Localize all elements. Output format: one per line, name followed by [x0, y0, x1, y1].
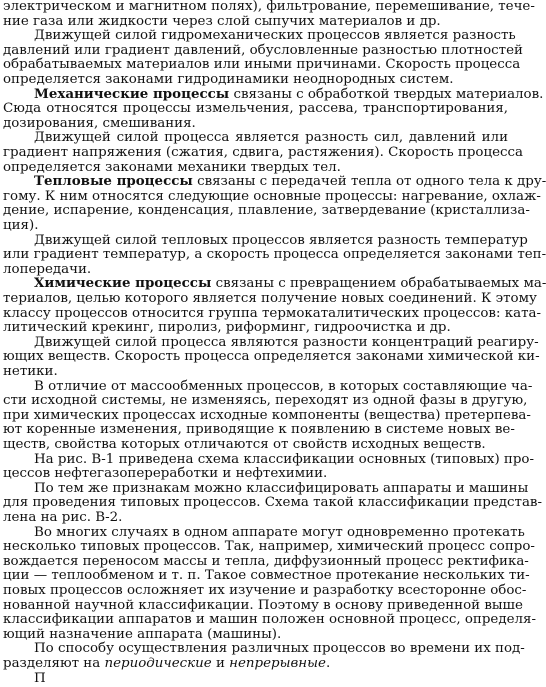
line-text: связаны с превращением обрабатываемых ма-	[211, 276, 546, 292]
line-text: ющий назначение аппарата (машины).	[3, 626, 282, 642]
line-text: электрическом и магнитном полях), фильтрование, перемешивание, тече-	[3, 0, 535, 14]
line-text: литический крекинг, пиролиз, риформинг, гидроочистка и др.	[3, 320, 451, 336]
line-text: Сюда относятся процессы измельчения, рассева, транспортирования,	[3, 101, 508, 117]
bold-term: Химические процессы	[34, 275, 212, 292]
line-text: Движущей силой процесса является разность сил, давлений или	[34, 130, 508, 146]
line-text: ции — теплообменом и т. п. Такое совместное протекание нескольких ти-	[3, 568, 530, 584]
line-text: давлений или градиент давлений, обусловленные разностью плотностей	[3, 42, 523, 58]
line-text: градиент напряжения (сжатия, сдвига, растяжения). Скорость процесса	[3, 145, 523, 160]
line-text: ющих веществ. Скорость процесса определяется законами химической ки-	[3, 349, 540, 365]
line-text: дозирования, смешивания.	[3, 115, 196, 131]
line-text: определяется законами гидродинамики неоднородных систем.	[3, 72, 454, 87]
line-text: Движущей силой гидромеханических процессов является разность	[34, 28, 516, 44]
line-text: нетики.	[3, 364, 58, 379]
line-text: обрабатываемых материалов или иными причинами. Скорость процесса	[3, 57, 521, 73]
line-text: определяется законами механики твердых тел.	[3, 159, 341, 175]
line-text: цессов нефтегазопереработки и нефтехимии.	[3, 466, 328, 482]
line-text: дение, испарение, конденсация, плавление, затвердевание (кристаллиза-	[3, 203, 530, 219]
line-text: классу процессов относится группа термокаталитических процессов: ката-	[3, 305, 541, 321]
line-text: ция).	[3, 218, 39, 233]
line-text: ют коренные изменения, приводящие к появлению в системе новых ве-	[3, 422, 515, 438]
line-text: связаны с передачей тепла от одного тела к дру-	[192, 174, 546, 190]
line-text: нованной научной классификации. Поэтому в основу приведенной выше	[3, 597, 523, 613]
line-text: при химических процессах исходные компоненты (вещества) претерпева-	[3, 407, 531, 423]
line-text: лена на рис. В-2.	[3, 510, 123, 525]
line-text: Движущей силой тепловых процессов является разность температур	[34, 232, 528, 248]
line-text: Во многих случаях в одном аппарате могут одновременно протекать	[34, 524, 525, 540]
line-text: гому. К ним относятся следующие основные процессы: нагревание, охлаж-	[3, 188, 541, 204]
line-text: несколько типовых процессов. Так, например, химический процесс сопро-	[3, 539, 535, 555]
line-text: для проведения типовых процессов. Схема такой классификации представ-	[3, 495, 542, 511]
line-text: ществ, свойства которых отличаются от свойств исходных веществ.	[3, 437, 486, 452]
line-text: В отличие от массообменных процессов, в которых составляющие ча-	[34, 378, 533, 394]
line-text: Движущей силой процесса являются разности концентраций реагиру-	[34, 334, 539, 350]
italic-term: периодические	[104, 656, 212, 671]
line-text: По способу осуществления различных процессов во времени их под-	[34, 641, 525, 657]
italic-term: непрерывные	[229, 656, 326, 671]
line-text: и	[211, 656, 230, 671]
line-text: териалов, целью которого является получение новых соединений. К этому	[3, 291, 537, 306]
bold-term: Тепловые процессы	[34, 173, 193, 190]
line-text: или градиент температур, а скорость процесса определяется законами теп-	[3, 247, 546, 263]
line-text: классификации аппаратов и машин положен основной процесс, определя-	[3, 612, 537, 628]
line-text: вождается переносом массы и тепла, диффузионный процесс ректифика-	[3, 553, 529, 569]
line-text: По тем же признакам можно классифицировать аппараты и машины	[34, 480, 529, 496]
line-text: связаны с обработкой твердых материалов.	[229, 86, 544, 102]
line-text: .	[325, 656, 331, 671]
line-text: разделяют на	[3, 656, 105, 671]
line-text: сти исходной системы, не изменяясь, переходят из одной фазы в другую,	[3, 393, 528, 409]
line-text: ние газа или жидкости через слой сыпучих материалов и др.	[3, 13, 441, 29]
line-text: повых процессов осложняет их изучение и разработку всесторонне обос-	[3, 583, 527, 598]
line-text: На рис. В-1 приведена схема классификации основных (типовых) про-	[34, 451, 535, 467]
line-text: лопередачи.	[3, 261, 92, 277]
bold-term: Механические процессы	[34, 85, 230, 102]
cut-off-line: П	[34, 670, 46, 686]
